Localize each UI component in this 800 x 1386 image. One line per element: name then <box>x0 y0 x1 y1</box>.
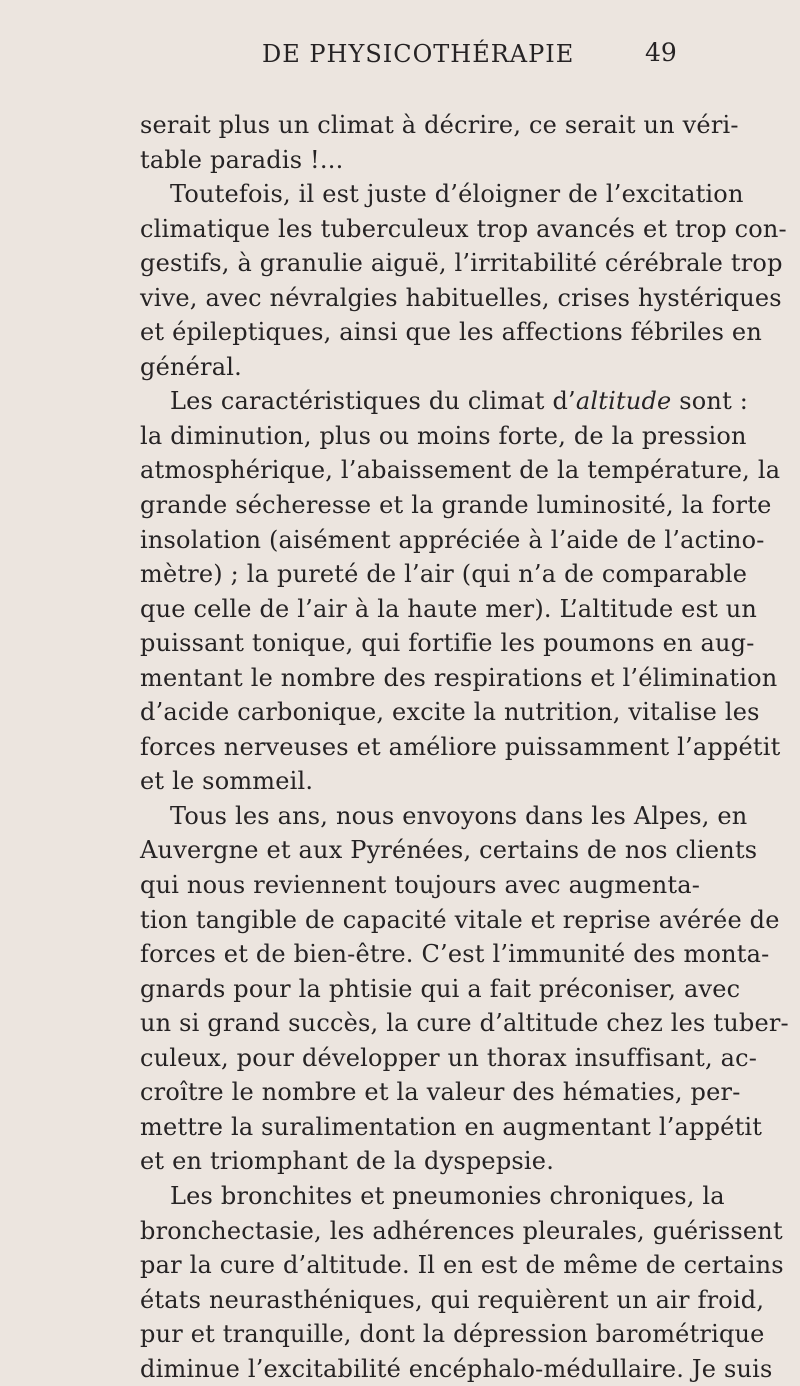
running-title: DE PHYSICOTHÉRAPIE <box>262 40 575 68</box>
text-line: bronchectasie, les adhérences pleurales, guérissent <box>140 1216 783 1245</box>
text-line: et le sommeil. <box>140 767 314 796</box>
running-head <box>0 34 800 74</box>
text-line: Tous les ans, nous envoyons dans les Alpes, en <box>170 801 748 830</box>
text-line: la diminution, plus ou moins forte, de la pression <box>140 421 747 450</box>
text-line: climatique les tuberculeux trop avancés et trop con- <box>140 214 787 243</box>
text-line: mentant le nombre des respirations et l’élimination <box>140 663 778 692</box>
text-line: états neurasthéniques, qui requièrent un air froid, <box>140 1285 765 1314</box>
text-line: Auvergne et aux Pyrénées, certains de nos clients <box>140 836 758 865</box>
text-line: croître le nombre et la valeur des hématies, per- <box>140 1078 741 1107</box>
text-line: général. <box>140 352 242 381</box>
text-line: puissant tonique, qui fortifie les poumons en aug- <box>140 629 755 658</box>
text-line: gestifs, à granulie aiguë, l’irritabilité cérébrale trop <box>140 249 783 278</box>
text-line: Toutefois, il est juste d’éloigner de l’excitation <box>170 180 744 209</box>
text-line: tion tangible de capacité vitale et reprise avérée de <box>140 905 780 934</box>
text-line: mètre) ; la pureté de l’air (qui n’a de comparable <box>140 560 748 589</box>
body-text <box>140 108 789 1386</box>
text-line: atmosphérique, l’abaissement de la température, la <box>140 456 781 485</box>
text-line <box>140 384 749 419</box>
page-number: 49 <box>645 38 677 67</box>
text-fragment: sont : <box>671 387 749 416</box>
text-line: table paradis !... <box>140 145 344 174</box>
text-line: d’acide carbonique, excite la nutrition, vitalise les <box>140 698 760 727</box>
text-line: et en triomphant de la dyspepsie. <box>140 1147 555 1176</box>
text-line: un si grand succès, la cure d’altitude chez les tuber- <box>140 1009 789 1038</box>
text-line: Les bronchites et pneumonies chroniques, la <box>170 1181 725 1210</box>
text-line: diminue l’excitabilité encéphalo-médullaire. Je suis <box>140 1354 773 1383</box>
text-line: pur et tranquille, dont la dépression barométrique <box>140 1320 765 1349</box>
text-line: qui nous reviennent toujours avec augmenta- <box>140 871 701 900</box>
text-line: mettre la suralimentation en augmentant l’appétit <box>140 1112 763 1141</box>
text-line: que celle de l’air à la haute mer). L’altitude est un <box>140 594 758 623</box>
text-fragment: Les caractéristiques du climat d’ <box>170 387 576 416</box>
text-line: forces nerveuses et améliore puissamment l’appétit <box>140 732 781 761</box>
text-line: par la cure d’altitude. Il en est de même de certains <box>140 1251 784 1280</box>
text-line: culeux, pour développer un thorax insuffisant, ac- <box>140 1043 758 1072</box>
text-line: vive, avec névralgies habituelles, crises hystériques <box>140 283 782 312</box>
text-line: forces et de bien-être. C’est l’immunité des monta- <box>140 940 770 969</box>
text-line: gnards pour la phtisie qui a fait préconiser, avec <box>140 974 741 1003</box>
text-line: serait plus un climat à décrire, ce serait un véri- <box>140 111 739 139</box>
text-line: grande sécheresse et la grande luminosité, la forte <box>140 491 772 520</box>
emphasized-word: altitude <box>575 387 672 416</box>
text-line: insolation (aisément appréciée à l’aide de l’actino- <box>140 525 765 554</box>
text-line: et épileptiques, ainsi que les affections fébriles en <box>140 318 762 347</box>
